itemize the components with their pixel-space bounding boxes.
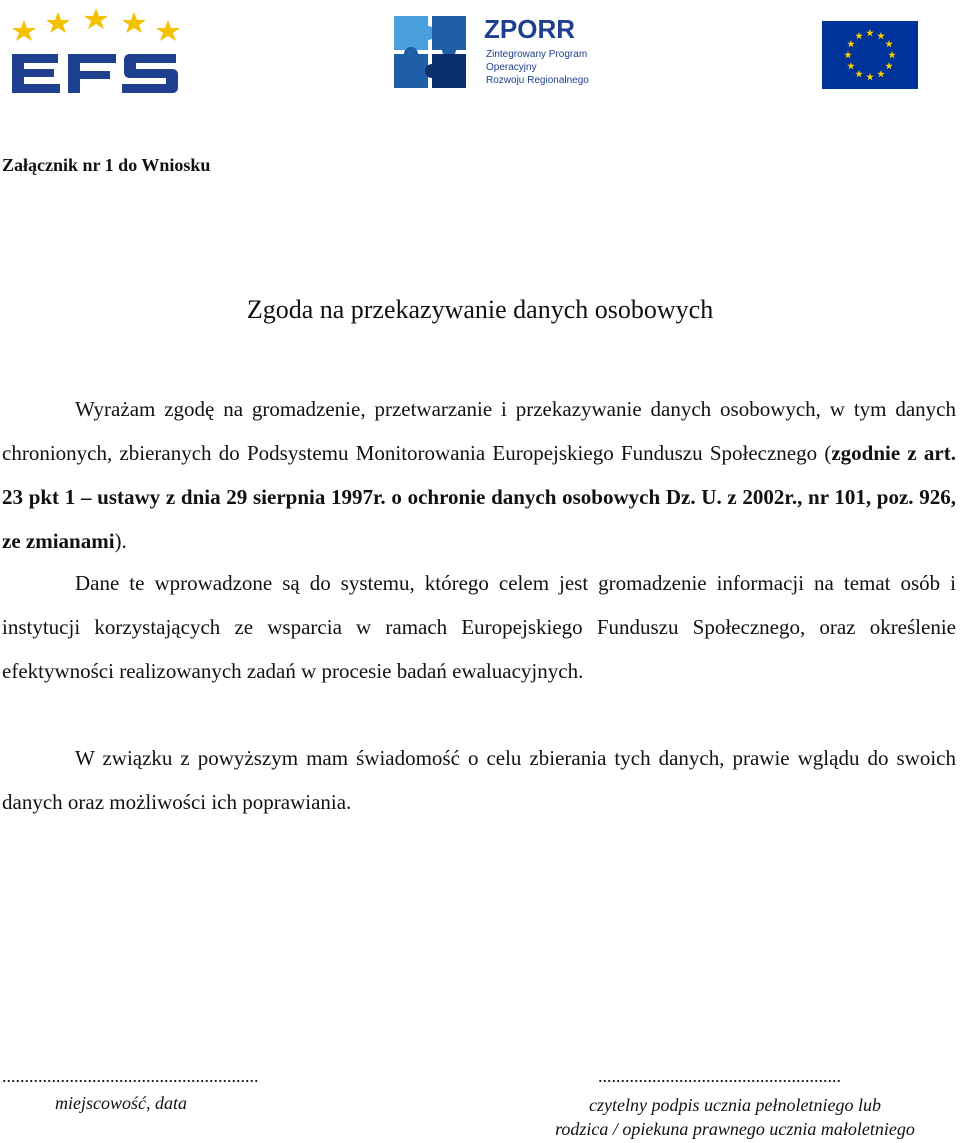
purpose-text: Dane te wprowadzone są do systemu, którego celem jest gromadzenie informacji na temat osób i instytucji korzystających ze wsparcia w ramach Europejskiego Funduszu Społecznego, oraz określenie efektywności realizowanych zadań w procesie badań ewaluacyjnych. <box>2 571 956 683</box>
signature-caption-line2: rodzica / opiekuna prawnego ucznia małoletniego <box>555 1119 915 1139</box>
eu-flag-icon <box>822 21 918 89</box>
place-date-caption: miejscowość, data <box>55 1093 187 1113</box>
consent-paragraph <box>2 387 956 563</box>
awareness-paragraph <box>2 736 956 824</box>
zporr-name: ZPORR <box>484 14 575 44</box>
efs-logo <box>6 6 186 96</box>
purpose-paragraph <box>2 561 956 693</box>
place-date-dots: ......................................................... <box>2 1066 259 1086</box>
zporr-line1: Zintegrowany Program <box>486 49 588 60</box>
zporr-line2: Operacyjny <box>486 62 537 73</box>
page-title: Zgoda na przekazywanie danych osobowych <box>246 295 714 324</box>
zporr-line3: Rozwoju Regionalnego <box>486 75 589 86</box>
consent-text: Wyrażam zgodę na gromadzenie, przetwarzanie i przekazywanie danych osobowych, w tym danych chronionych, zbieranych do Podsystemu Monitorowania Europejskiego Funduszu Społecznego ( <box>2 397 956 465</box>
efs-letters-icon <box>12 54 178 93</box>
signature-caption-line1: czytelny podpis ucznia pełnoletniego lub <box>589 1095 881 1115</box>
signature-field[interactable] <box>518 1066 952 1141</box>
consent-text-end: ). <box>114 529 127 553</box>
legal-reference: zgodnie z art. 23 pkt 1 – ustawy z dnia 29 sierpnia 1997r. o ochronie danych osobowych Dz. U. z 2002r., nr 101, poz. 926, ze zmianami <box>2 441 956 553</box>
annex-label: Załącznik nr 1 do Wniosku <box>2 155 211 175</box>
zporr-logo <box>392 10 592 94</box>
awareness-text: W związku z powyższym mam świadomość o celu zbierania tych danych, prawie wglądu do swoich danych oraz możliwości ich poprawiania. <box>2 746 956 814</box>
efs-stars-icon <box>12 8 180 41</box>
place-date-field[interactable] <box>2 1066 322 1114</box>
signature-dots: ...................................................... <box>598 1066 841 1086</box>
puzzle-icon <box>394 16 466 88</box>
